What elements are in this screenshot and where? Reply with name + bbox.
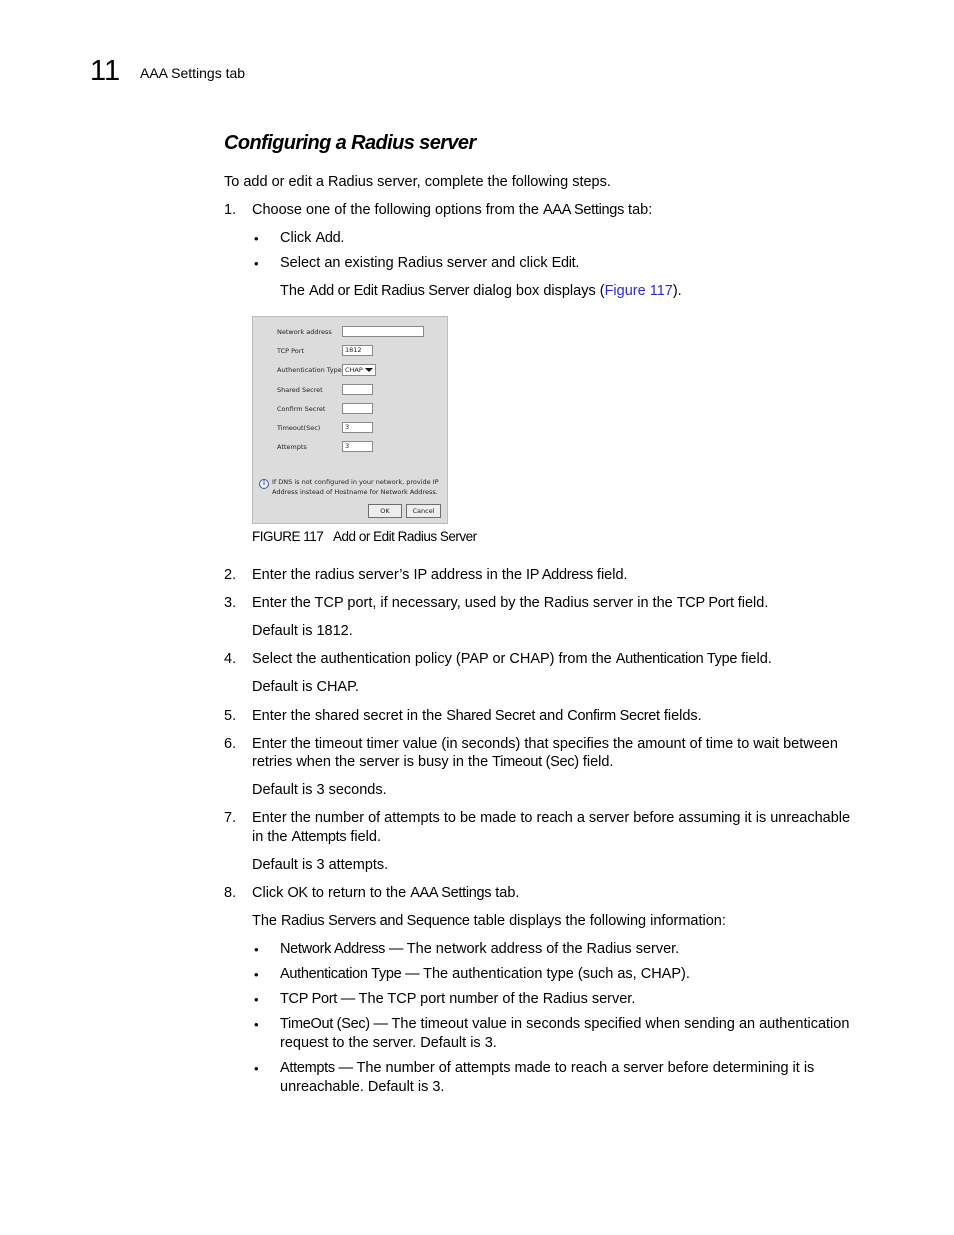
shared-secret-row [277,384,447,396]
step-number: 4. [224,651,237,667]
network-address-row [277,326,447,338]
step-number: 5. [224,708,237,724]
step-8-text: Click OK to return to the AAA Settings tab. [252,885,520,901]
shared-secret-field[interactable] [342,384,373,395]
step-number: 8. [224,885,237,901]
timeout-label: Timeout(Sec) [277,424,321,432]
ui-term: TCP Port [676,595,734,611]
bullet-glyph: • [254,1017,259,1032]
step-1-text: Choose one of the following options from the AAA Settings tab: [252,202,653,218]
step-4-text: Select the authentication policy (PAP or CHAP) from the Authentication Type field. [252,651,772,667]
section-title: Configuring a Radius server [224,132,476,154]
step-number: 3. [224,595,237,611]
step-3-text: Enter the TCP port, if necessary, used by the Radius server in the TCP Port field. [252,595,769,611]
confirm-secret-label: Confirm Secret [277,405,326,413]
table-note: The Radius Servers and Sequence table displays the following information: [252,913,726,929]
step-2-text: Enter the radius server’s IP address in the IP Address field. [252,567,628,583]
bullet-glyph: • [254,231,259,246]
list-item-continuation: request to the server. Default is 3. [280,1035,497,1051]
running-title: AAA Settings tab [140,65,246,81]
ui-term: AAA Settings [542,202,625,218]
step-number: 2. [224,567,237,583]
step-number: 6. [224,736,237,752]
attempts-row [277,441,447,453]
step-6-text-line-2: retries when the server is busy in the Timeout (Sec) field. [252,754,614,770]
ui-term: Add [315,230,341,246]
ui-term: IP Address [526,567,593,583]
ui-term: Network Address — [280,941,404,957]
timeout-field[interactable]: 3 [342,422,373,433]
dns-info-message [259,477,445,497]
dns-info-text: If DNS is not configured in your network, provide IP Address instead of Hostname for Network Address. [272,478,439,496]
ui-term: AAA Settings [410,885,492,901]
bullet-glyph: • [254,967,259,982]
chapter-number: 11 [90,55,121,87]
bullet-glyph: • [254,992,259,1007]
step-1-option-edit: Select an existing Radius server and click Edit. [280,255,580,271]
list-item: Network Address — The network address of the Radius server. [280,941,680,957]
ui-term: Edit [551,255,576,271]
timeout-row [277,422,447,434]
list-item: Authentication Type — The authentication type (such as, CHAP). [280,966,690,982]
step-3-default: Default is 1812. [252,623,353,639]
step-5-text: Enter the shared secret in the Shared Secret and Confirm Secret fields. [252,708,702,724]
bullet-glyph: • [254,942,259,957]
ui-term: TCP Port — [280,991,355,1007]
list-item-continuation: unreachable. Default is 3. [280,1079,445,1095]
authentication-type-label: Authentication Type [277,366,342,374]
ui-term: Authentication Type — [280,966,420,982]
list-item: TCP Port — The TCP port number of the Radius server. [280,991,636,1007]
network-address-label: Network address [277,328,332,336]
step-6-default: Default is 3 seconds. [252,782,387,798]
step-4-default: Default is CHAP. [252,679,359,695]
ui-term: Attempts [291,829,347,845]
add-edit-radius-server-dialog [252,316,448,524]
step-7-text-line-1: Enter the number of attempts to be made to reach a server before assuming it is unreachable [252,810,851,826]
figure-caption [252,529,477,544]
step-number: 7. [224,810,237,826]
ui-term: TimeOut (Sec) — [280,1016,388,1032]
info-icon: i [259,479,269,489]
authentication-type-value: CHAP [345,366,363,374]
bullet-glyph: • [254,256,259,271]
list-item: TimeOut (Sec) — The timeout value in seconds specified when sending an authentication [280,1016,850,1032]
dropdown-arrow-icon [365,368,373,372]
tcp-port-row [277,345,447,357]
network-address-field[interactable] [342,326,424,337]
figure-link[interactable]: Figure 117 [604,283,673,299]
ui-term: Authentication Type [615,651,738,667]
shared-secret-label: Shared Secret [277,386,323,394]
ok-button[interactable]: OK [368,504,402,518]
tcp-port-field[interactable]: 1812 [342,345,373,356]
step-6-text-line-1: Enter the timeout timer value (in seconds) that specifies the amount of time to wait between [252,736,838,752]
figure-label: FIGURE 117 [252,529,324,544]
step-number: 1. [224,202,237,218]
ui-term: Confirm Secret [567,708,660,724]
step-7-text-line-2: in the Attempts field. [252,829,381,845]
authentication-type-row [277,364,447,376]
step-1-option-add: Click Add. [280,230,345,246]
attempts-label: Attempts [277,443,307,451]
authentication-type-select[interactable] [342,364,376,376]
confirm-secret-row [277,403,447,415]
ui-term: Shared Secret [446,708,536,724]
intro-paragraph: To add or edit a Radius server, complete the following steps. [224,174,611,190]
tcp-port-label: TCP Port [277,347,304,355]
attempts-field[interactable]: 3 [342,441,373,452]
figure-title: Add or Edit Radius Server [333,529,477,544]
ui-term: Add or Edit Radius Server [309,283,470,299]
ui-term: OK [287,885,308,901]
ui-term: Attempts — [280,1060,353,1076]
cancel-button[interactable]: Cancel [406,504,441,518]
ui-term: Radius Servers and Sequence [281,913,470,929]
ui-term: Timeout (Sec) [492,754,579,770]
dialog-note: The Add or Edit Radius Server dialog box displays (Figure 117). [280,283,682,299]
confirm-secret-field[interactable] [342,403,373,414]
list-item: Attempts — The number of attempts made to reach a server before determining it is [280,1060,815,1076]
step-7-default: Default is 3 attempts. [252,857,389,873]
bullet-glyph: • [254,1061,259,1076]
